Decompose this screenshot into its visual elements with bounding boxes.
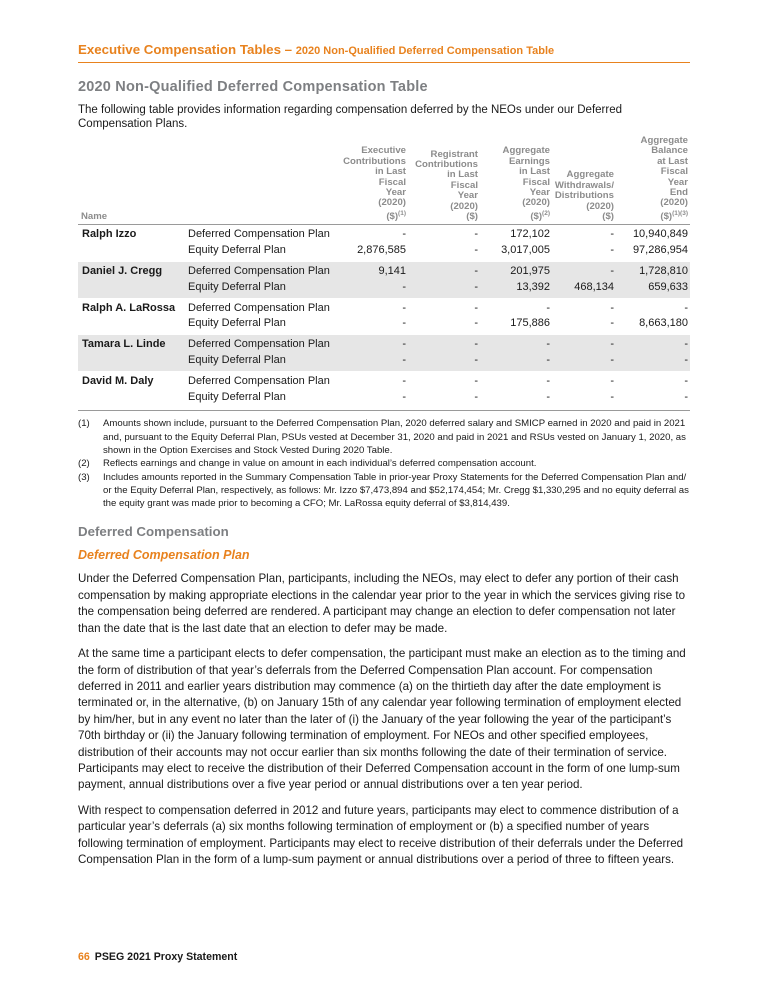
header-line: Fiscal (378, 176, 406, 188)
cell-aggregate-earnings: 175,886 (480, 316, 552, 334)
deferred-compensation-table (78, 136, 690, 408)
header-line: at Last (657, 155, 688, 167)
table-row (78, 280, 690, 298)
header-name: Name (78, 136, 180, 225)
cell-registrant-contributions: - (408, 243, 480, 261)
cell-aggregate-balance: - (684, 374, 688, 387)
cell-aggregate-withdrawals: - (610, 228, 614, 241)
header-line: (2020) (378, 197, 406, 209)
footnote-mark: (2) (78, 458, 90, 470)
running-header-dash: – (280, 42, 296, 57)
cell-aggregate-earnings: - (546, 301, 550, 314)
table-title: 2020 Non-Qualified Deferred Compensation Table (78, 79, 428, 95)
cell-aggregate-earnings: 3,017,005 (480, 243, 552, 261)
header-executive-contributions (336, 136, 408, 225)
header-line: ($) (660, 211, 673, 223)
section-heading: Deferred Compensation (78, 524, 229, 540)
table-row (78, 298, 690, 316)
header-line: ($) (386, 211, 399, 223)
header-line: in Last (375, 166, 406, 178)
header-line: Distributions (554, 190, 614, 202)
cell-executive-contributions: - (402, 228, 406, 241)
cell-aggregate-withdrawals: - (552, 335, 616, 353)
header-line: End (669, 187, 688, 199)
cell-executive-contributions: - (336, 280, 408, 298)
cell-aggregate-withdrawals: - (552, 243, 616, 261)
header-line: Contributions (343, 155, 406, 167)
body-paragraph: Under the Deferred Compensation Plan, participants, including the NEOs, may elect to defer any portion of their cash compensation by making appropriate elections in the calendar year prior to the year in which the services giving rise to the compensation being deferred are rendered. A participant may change an election to defer compensation not later than the date that is the last date that an election to defer may be made. (78, 572, 686, 635)
footnote-mark: (1) (78, 418, 90, 430)
cell-aggregate-withdrawals: - (552, 316, 616, 334)
cell-registrant-contributions: - (408, 316, 480, 334)
cell-registrant-contributions: - (474, 374, 478, 387)
footnote-text: Amounts shown include, pursuant to the Deferred Compensation Plan, 2020 deferred salary and SMICP earned in 2020 and paid in 2021 and, pursuant to the Equity Deferral Plan, PSUs vested at December 31, 2020 and paid in 2021 and RSUs vested on January 1, 2020, as shown in the Option Exercises and Stock Vested During 2020 Table. (103, 418, 686, 456)
cell-plan: Deferred Compensation Plan (188, 228, 330, 241)
table-row (78, 316, 690, 334)
table-row (78, 371, 690, 389)
cell-aggregate-earnings: 172,102 (510, 228, 550, 241)
cell-aggregate-earnings: 201,975 (480, 262, 552, 280)
header-line: Balance (651, 145, 688, 157)
footnote-text: Includes amounts reported in the Summary Compensation Table in prior-year Proxy Statements for the Deferred Compensation Plan and/ or the Equity Deferral Plan, respectively, as follows: Mr. Izzo $7,473,894 and $52,174,454; Mr. Cregg $1,330,295 and no equity deferral as the equity grant was made prior to becoming a CFO; Mr. LaRossa equity deferral of $3,814,439. (103, 471, 689, 510)
cell-executive-contributions: 9,141 (336, 262, 408, 280)
header-line: Aggregate (640, 135, 688, 146)
header-footnote-ref: (1)(3) (672, 209, 688, 217)
cell-name: Tamara L. Linde (78, 335, 180, 353)
header-line: (2020) (586, 200, 614, 212)
cell-plan: Deferred Compensation Plan (180, 262, 336, 280)
table-bottom-rule (78, 410, 690, 411)
cell-name (78, 316, 180, 334)
cell-aggregate-earnings: - (480, 335, 552, 353)
table-row (78, 243, 690, 261)
cell-name (78, 280, 180, 298)
cell-registrant-contributions: - (474, 228, 478, 241)
cell-aggregate-balance: 1,728,810 (616, 262, 690, 280)
header-line: Year (529, 187, 550, 199)
table-row (78, 262, 690, 280)
cell-aggregate-balance: - (684, 301, 688, 314)
table-row (78, 225, 690, 243)
header-registrant-contributions (408, 136, 480, 225)
header-line: in Last (447, 169, 478, 181)
running-header-sub: 2020 Non-Qualified Deferred Compensation Table (295, 45, 555, 57)
footnotes (78, 417, 690, 510)
table-row (78, 390, 690, 408)
header-line: ($) (602, 211, 614, 223)
header-line: Fiscal (522, 176, 550, 188)
subsection-heading: Deferred Compensation Plan (78, 548, 250, 563)
cell-aggregate-balance: - (616, 335, 690, 353)
header-aggregate-withdrawals (552, 136, 616, 225)
footnote (78, 417, 690, 457)
header-aggregate-earnings (480, 136, 552, 225)
cell-registrant-contributions: - (408, 353, 480, 371)
document-name: PSEG 2021 Proxy Statement (94, 951, 238, 963)
cell-name: Daniel J. Cregg (78, 262, 180, 280)
header-footnote-ref: (2) (542, 209, 550, 217)
cell-aggregate-withdrawals: - (552, 390, 616, 408)
cell-plan: Equity Deferral Plan (180, 316, 336, 334)
header-line: Year (385, 187, 406, 199)
table-row (78, 353, 690, 371)
cell-name (78, 390, 180, 408)
header-footnote-ref: (1) (398, 209, 406, 217)
header-line: Withdrawals/ (554, 179, 614, 191)
running-header (78, 42, 690, 63)
cell-name: Ralph A. LaRossa (82, 301, 176, 314)
cell-aggregate-balance: 659,633 (616, 280, 690, 298)
cell-executive-contributions: - (336, 335, 408, 353)
cell-aggregate-balance: 10,940,849 (632, 228, 688, 241)
header-line: (2020) (450, 200, 478, 212)
header-line: Year (667, 176, 688, 188)
header-line: Aggregate (566, 169, 614, 181)
footnote (78, 457, 690, 470)
cell-executive-contributions: - (336, 316, 408, 334)
cell-registrant-contributions: - (408, 262, 480, 280)
cell-aggregate-balance: - (616, 353, 690, 371)
header-line: Contributions (415, 159, 478, 170)
table-intro: The following table provides information regarding compensation deferred by the NEOs under our Deferred Compensation Plans. (78, 104, 622, 130)
cell-plan: Equity Deferral Plan (180, 353, 336, 371)
footnote-text: Reflects earnings and change in value on amount in each individual’s deferred compensation account. (103, 458, 537, 470)
cell-aggregate-earnings: - (480, 353, 552, 371)
header-line: Fiscal (660, 166, 688, 178)
cell-executive-contributions: 2,876,585 (336, 243, 408, 261)
cell-plan: Equity Deferral Plan (180, 243, 336, 261)
body-paragraph: With respect to compensation deferred in 2012 and future years, participants may elect to commence distribution of a particular year’s deferrals (a) six months following termination of employment or (b) a specified number of years following termination of employment. Participants may elect to receive distribution of their deferrals under the Deferred Compensation Plan in the form of a lump-sum payment or annual distributions over a period of three to fifteen years. (78, 803, 684, 866)
header-line: Earnings (508, 155, 550, 167)
cell-name (78, 353, 180, 371)
page (78, 0, 690, 868)
cell-executive-contributions: - (402, 301, 406, 314)
cell-registrant-contributions: - (408, 280, 480, 298)
cell-aggregate-earnings: - (546, 374, 550, 387)
cell-plan: Equity Deferral Plan (180, 390, 336, 408)
cell-aggregate-withdrawals: - (552, 262, 616, 280)
header-line: (2020) (660, 197, 688, 209)
cell-plan: Deferred Compensation Plan (188, 301, 330, 314)
header-line: Year (457, 190, 478, 202)
cell-executive-contributions: - (402, 374, 406, 387)
cell-plan: Deferred Compensation Plan (188, 374, 330, 387)
cell-aggregate-earnings: - (480, 390, 552, 408)
cell-registrant-contributions: - (474, 301, 478, 314)
cell-name (78, 243, 180, 261)
header-line: in Last (519, 166, 550, 178)
footnote-mark: (3) (78, 471, 90, 483)
cell-executive-contributions: - (336, 390, 408, 408)
cell-aggregate-balance: - (616, 390, 690, 408)
cell-registrant-contributions: - (408, 335, 480, 353)
cell-aggregate-withdrawals: - (610, 374, 614, 387)
header-aggregate-balance (616, 136, 690, 225)
header-line: Fiscal (450, 179, 478, 191)
table-body (78, 225, 690, 408)
header-line: Aggregate (502, 145, 550, 157)
cell-aggregate-balance: 8,663,180 (616, 316, 690, 334)
header-line: Registrant (430, 148, 478, 160)
cell-aggregate-withdrawals: 468,134 (552, 280, 616, 298)
cell-plan: Equity Deferral Plan (180, 280, 336, 298)
running-header-main: Executive Compensation Tables (78, 42, 281, 57)
header-line: ($) (466, 211, 478, 223)
cell-registrant-contributions: - (408, 390, 480, 408)
footnote (78, 471, 690, 511)
cell-aggregate-earnings: 13,392 (480, 280, 552, 298)
page-number: 66 (78, 951, 90, 963)
cell-aggregate-balance: 97,286,954 (616, 243, 690, 261)
header-line: ($) (530, 211, 543, 223)
cell-name: Ralph Izzo (82, 228, 137, 241)
header-line: (2020) (522, 197, 550, 209)
page-footer (78, 951, 237, 963)
cell-aggregate-withdrawals: - (552, 353, 616, 371)
cell-plan: Deferred Compensation Plan (180, 335, 336, 353)
table-header-row (78, 136, 690, 225)
body-paragraph: At the same time a participant elects to defer compensation, the participant must make an election as to the timing and the form of distribution of that year’s deferrals from the Deferred Compensation Plan account. For compensation deferred in 2011 and earlier years distribution may commence (a) on the thirtieth day after the date employment is terminated or, in the alternative, (b) on January 15th of any calendar year following termination of employment elected by him/her, but in any event no later than the later of (i) the January of the year following the year of the participant’s 70th birthday or (ii) the January following termination of employment. For NEOs and other specified employees, distribution of their accounts may not occur earlier than six months following the date of their termination of service. Participants may elect to receive the distribution of their Deferred Compensation account in the form of one lump-sum payment, annual distributions over a five year period or annual distributions over a ten year period. (78, 647, 686, 792)
cell-executive-contributions: - (336, 353, 408, 371)
header-line: Executive (361, 145, 406, 157)
header-plan (180, 136, 336, 225)
cell-name: David M. Daly (82, 374, 154, 387)
cell-aggregate-withdrawals: - (610, 301, 614, 314)
table-row (78, 335, 690, 353)
